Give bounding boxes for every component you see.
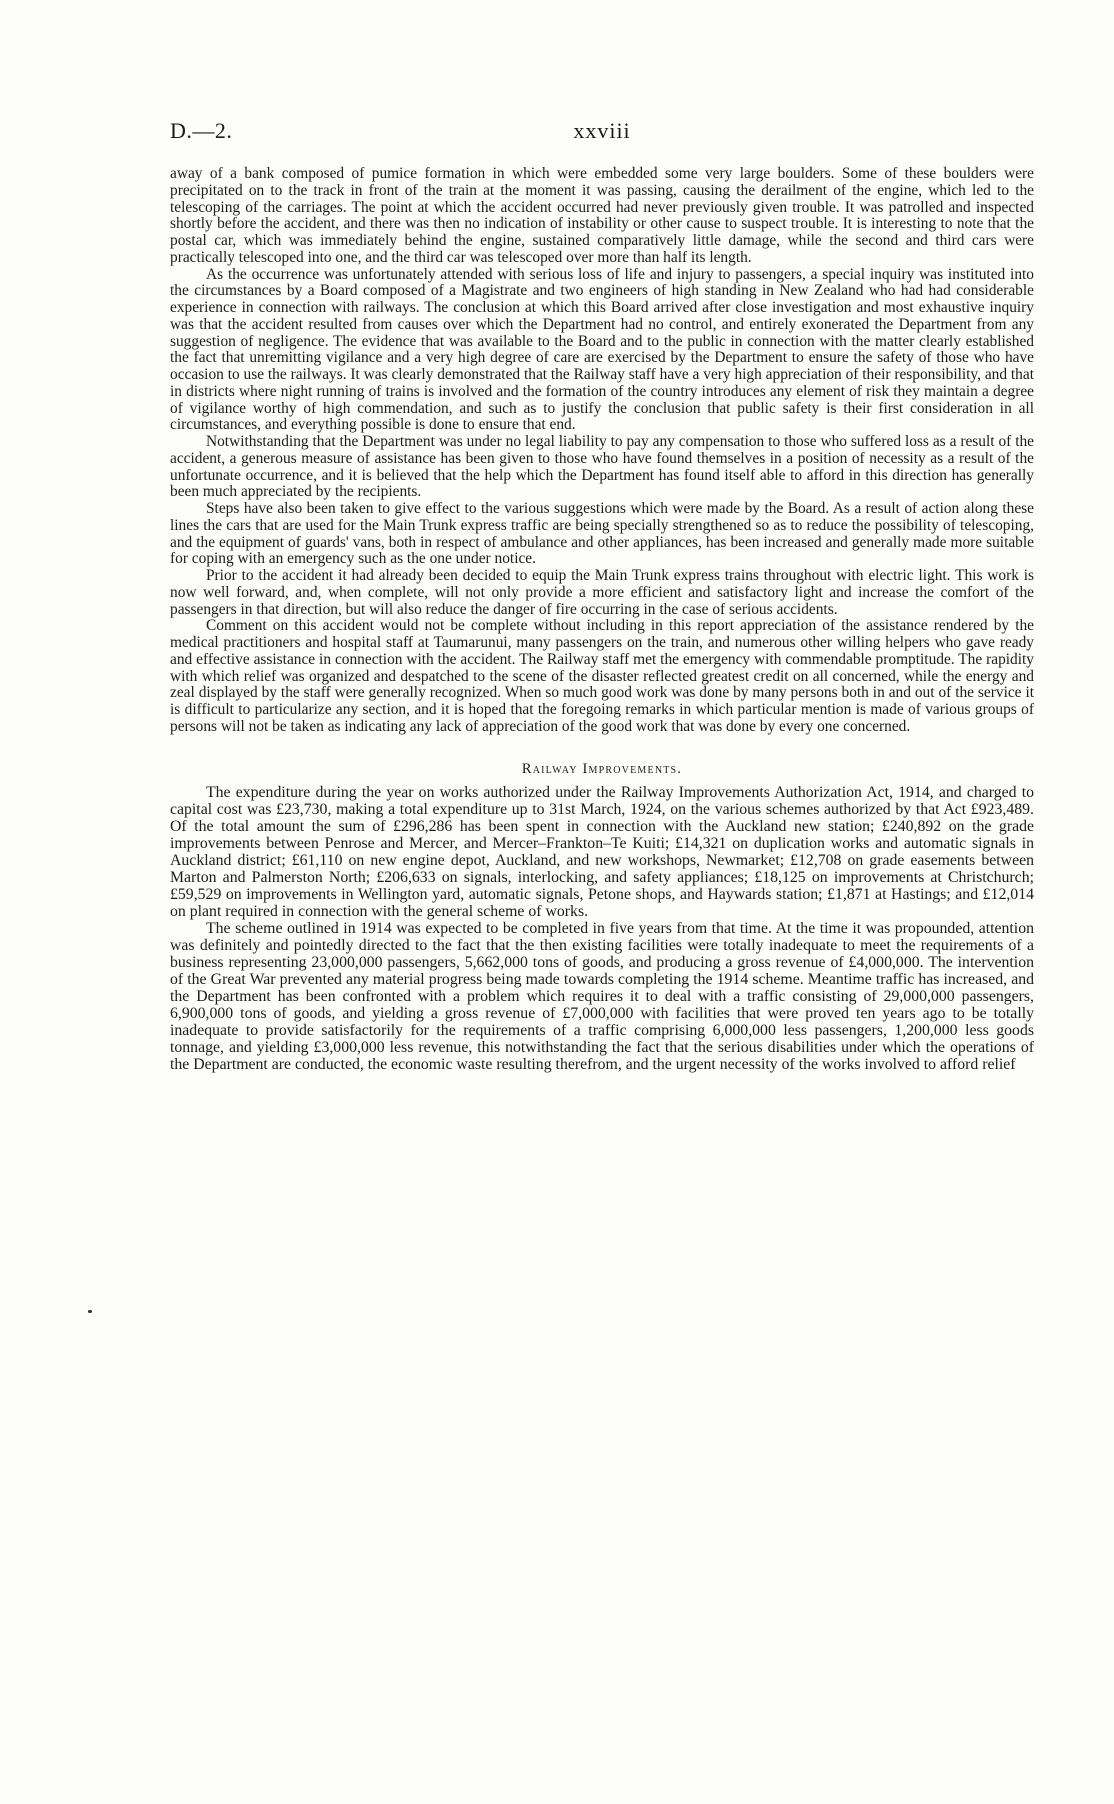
section-heading: Railway Improvements. bbox=[521, 760, 683, 777]
paragraph: The scheme outlined in 1914 was expected to be completed in five years from that time. At the time it was propounded, attention was definitely and pointedly directed to the fact that the then existing facilities were totally inadequate to meet the requirements of a business representing 23,000,000 passengers, 5,662,000 tons of goods, and producing a gross revenue of £4,000,000. The intervention of the Great War prevented any material progress being made towards completing the 1914 scheme. Meantime traffic has increased, and the Department has been confronted with a problem which requires it to deal with a traffic consisting of 29,000,000 passengers, 6,900,000 tons of goods, and yielding a gross revenue of £7,000,000 with facilities that were proved ten years ago to be totally inadequate to provide satisfactorily for the requirements of a traffic comprising 6,000,000 less passengers, 1,200,000 less goods tonnage, and yielding £3,000,000 less revenue, this notwithstanding the fact that the serious disabilities under which the operations of the Department are conducted, the economic waste resulting therefrom, and the urgent necessity of the works involved to afford relief bbox=[170, 919, 1034, 1074]
paragraph: The expenditure during the year on works authorized under the Railway Improvements Authorization Act, 1914, and charged to capital cost was £23,730, making a total expenditure up to 31st March, 1924, on the various schemes authorized by that Act £923,489. Of the total amount the sum of £296,286 has been spent in connection with the Auckland new station; £240,892 on the grade improvements between Penrose and Mercer, and Mercer–Frankton–Te Kuiti; £14,321 on duplication works and automatic signals in Auckland district; £61,110 on new engine depot, Auckland, and new workshops, Newmarket; £12,708 on grade easements between Marton and Palmerston North; £206,633 on signals, interlocking, and safety appliances; £18,125 on improvements at Christchurch; £59,529 on improvements in Wellington yard, automatic signals, Petone shops, and Haywards station; £1,871 at Hastings; and £12,014 on plant required in connection with the general scheme of works. bbox=[170, 783, 1034, 920]
paragraph: away of a bank composed of pumice formation in which were embedded some very large boulders. Some of these boulders were precipitated on to the track in front of the train at the moment it was passing, causing the derailment of the engine, which led to the telescoping of the carriages. The point at which the accident occurred had never previously given trouble. It was patrolled and inspected shortly before the accident, and there was then no indication of instability or other cause to suspect trouble. It is interesting to note that the postal car, which was immediately behind the engine, sustained comparatively little damage, while the second and third cars were practically telescoped into one, and the third car was telescoped over more than half its length. bbox=[170, 165, 1034, 266]
margin-speck bbox=[88, 1310, 92, 1313]
railway-improvements-section bbox=[170, 760, 1034, 1074]
paragraph: Notwithstanding that the Department was under no legal liability to pay any compensation to those who suffered loss as a result of the accident, a generous measure of assistance has been given to those who have found themselves in a position of necessity as a result of the unfortunate occurrence, and it is believed that the help which the Department has found itself able to afford in this direction has generally been much appreciated by the recipients. bbox=[170, 433, 1034, 501]
paragraph: Steps have also been taken to give effect to the various suggestions which were made by the Board. As a result of action along these lines the cars that are used for the Main Trunk express traffic are being specially strengthened so as to reduce the possibility of telescoping, and the equipment of guards' vans, both in respect of ambulance and other appliances, has been increased and generally made more suitable for coping with an emergency such as the one under notice. bbox=[170, 500, 1034, 568]
page-header bbox=[170, 118, 1034, 148]
page-number: xxviii bbox=[573, 118, 631, 143]
document-body bbox=[170, 166, 1034, 1073]
paragraph: Prior to the accident it had already been decided to equip the Main Trunk express trains throughout with electric light. This work is now well forward, and, when complete, will not only provide a more efficient and satisfactory light and increase the comfort of the passengers in that direction, but will also reduce the danger of fire occurring in the case of serious accidents. bbox=[170, 567, 1034, 618]
paragraph: Comment on this accident would not be complete without including in this report appreciation of the assistance rendered by the medical practitioners and hospital staff at Taumarunui, many passengers on the train, and numerous other willing helpers who gave ready and effective assistance in connection with the accident. The Railway staff met the emergency with commendable promptitude. The rapidity with which relief was organized and despatched to the scene of the disaster reflected greatest credit on all concerned, while the energy and zeal displayed by the staff were generally recognized. When so much good work was done by many persons both in and out of the service it is difficult to particularize any section, and it is hoped that the foregoing remarks in which particular mention is made of various groups of persons will not be taken as indicating any lack of appreciation of the good work that was done by every one concerned. bbox=[170, 617, 1034, 735]
document-reference: D.—2. bbox=[170, 118, 233, 143]
paragraph: As the occurrence was unfortunately attended with serious loss of life and injury to passengers, a special inquiry was instituted into the circumstances by a Board composed of a Magistrate and two engineers of high standing in New Zealand who had had considerable experience in connection with railways. The conclusion at which this Board arrived after close investigation and most exhaustive inquiry was that the accident resulted from causes over which the Department had no control, and entirely exonerated the Department from any suggestion of negligence. The evidence that was available to the Board and to the public in connection with the matter clearly established the fact that unremitting vigilance and a very high degree of care are exercised by the Department to ensure the safety of those who have occasion to use the railways. It was clearly demonstrated that the Railway staff have a very high appreciation of their responsibility, and that in districts where night running of trains is involved and the formation of the country introduces any element of risk they maintain a degree of vigilance worthy of high commendation, and such as to justify the conclusion that public safety is their first consideration in all circumstances, and everything possible is done to ensure that end. bbox=[170, 265, 1034, 434]
accident-section bbox=[170, 166, 1034, 736]
